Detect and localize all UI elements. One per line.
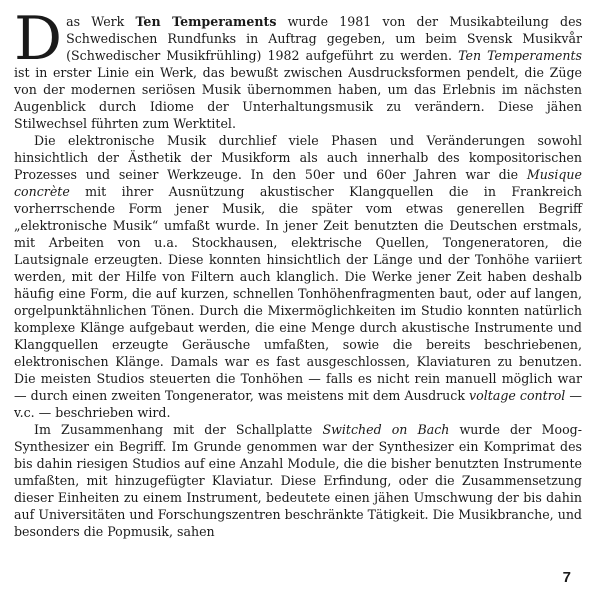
paragraph-3-text: wurde der Moog-Synthesizer ein Begriff. Im Grunde genommen war der Synthesizer ein Komprimat des bis dahin riesigen Studios auf eine Anzahl Module, die die bisher benutzten Instrumente umfaßten, mit hinzugefügter Klaviatur. Diese Erfindung, oder die Zusammensetzung dieser Einheiten zu einem Instrument, bedeutete einen jähen Umschwung der bis dahin auf Universitäten und Forschungszentren beschränkte Tätigkeit. Die Musikbranche, und besonders die Popmusik, sahen — [14, 422, 582, 539]
paragraph-2-text: — v.c. — beschrieben wird. — [14, 388, 583, 420]
page-number: 7 — [562, 569, 571, 586]
paragraph-1 — [14, 4, 582, 132]
term-italic: voltage control — [469, 388, 566, 403]
page-body — [14, 4, 583, 540]
paragraph-1-text: ist in erster Linie ein Werk, das bewußt zwischen Ausdrucksformen pendelt, die Züge von der modernen seriösen Musik übernommen haben, um das Erlebnis im nächsten Augenblick durch Idiome der Unterhaltungsmusik zu verändern. Diese jähen Stilwechsel führten zum Werktitel. — [14, 65, 582, 131]
work-title-italic: Ten Temperaments — [458, 48, 582, 63]
term-italic: Musique concrète — [14, 167, 582, 199]
paragraph-2-text: mit ihrer Ausnützung akustischer Klangquellen die in Frankreich vorherrschende Form jener Musik, die später vom etwas generellen Begriff „elektronische Musik“ umfaßt wurde. In jener Zeit benutzten die Deutschen erstmals, mit Arbeiten von u.a. Stockhausen, elektrische Quellen, Tongeneratoren, die Lautsignale erzeugten. Diese konnten hinsichtlich der Länge und der Tonhöhe variiert werden, mit der Hilfe von Filtern auch klanglich. Die Werke jener Zeit haben deshalb häufig eine Form, die auf kurzen, schnellen Tonhöhenfragmenten baut, oder auf langen, orgelpunktähnlichen Tönen. Durch die Mixermöglichkeiten im Studio konnten natürlich komplexe Klänge aufgebaut werden, die eine Menge durch akustische Instrumente und Klangquellen erzeugte Geräusche umfaßten, sowie die bereits beschriebenen, elektronischen Klänge. Damals war es fast ausgeschlossen, Klaviaturen zu benutzen. Die meisten Studios steuerten die Tonhöhen — falls es nicht rein manuell möglich war — durch einen zweiten Tongenerator, was meistens mit dem Ausdruck — [14, 184, 582, 403]
drop-cap: D — [14, 4, 63, 74]
paragraph-2 — [14, 132, 582, 421]
work-title-bold: Ten Temperaments — [135, 14, 277, 29]
paragraph-1-text: wurde 1981 von der Musikabteilung des Schwedischen Rundfunks in Auftrag gegeben, um beim Svensk Musikvår (Schwedischer Musikfrühling) 1982 aufgeführt zu werden. — [66, 14, 582, 63]
record-title-italic: Switched on Bach — [322, 422, 450, 437]
paragraph-1-text: as Werk — [66, 14, 136, 29]
paragraph-3-text: Im Zusammenhang mit der Schallplatte — [34, 422, 323, 437]
paragraph-2-text: Die elektronische Musik durchlief viele Phasen und Veränderungen sowohl hinsichtlich der Ästhetik der Musikform als auch innerhalb des kompositorischen Prozesses und seiner Werkzeuge. In den 50er und 60er Jahren war die — [14, 133, 582, 182]
paragraph-3 — [14, 421, 582, 540]
